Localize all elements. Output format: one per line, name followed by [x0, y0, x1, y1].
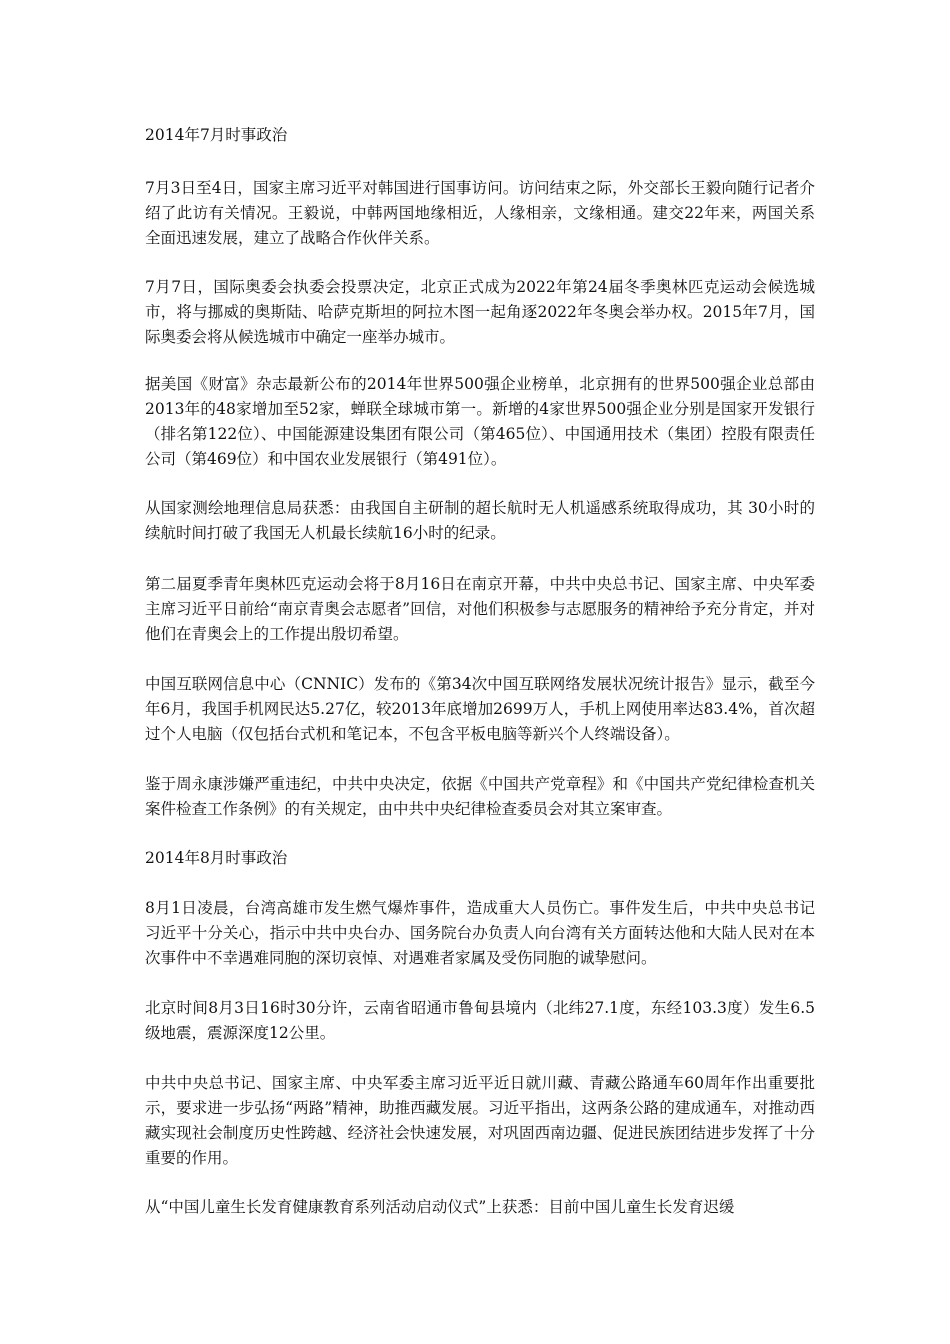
paragraph-youth-olympics: 第二届夏季青年奥林匹克运动会将于8月16日在南京开幕，中共中央总书记、国家主席、中央军委主席习近平日前给“南京青奥会志愿者”回信，对他们积极参与志愿服务的精神给予充分肯定，并对他们在青奥会上的工作提出殷切希望。 [145, 575, 815, 643]
paragraph-korea-visit: 7月3日至4日，国家主席习近平对韩国进行国事访问。访问结束之际，外交部长王毅向随行记者介绍了此访有关情况。王毅说，中韩两国地缘相近，人缘相亲，文缘相通。建交22年来，两国关系全面迅速发展，建立了战略合作伙伴关系。 [145, 179, 815, 247]
paragraph-fortune-500: 据美国《财富》杂志最新公布的2014年世界500强企业榜单，北京拥有的世界500强企业总部由2013年的48家增加至52家，蝉联全球城市第一。新增的4家世界500强企业分别是国家开发银行（排名第122位）、中国能源建设集团有限公司（第465位）、中国通用技术（集团）控股有限责任公司（第469位）和中国农业发展银行（第491位）。 [145, 375, 815, 468]
paragraph-tibet-highways: 中共中央总书记、国家主席、中央军委主席习近平近日就川藏、青藏公路通车60周年作出重要批示，要求进一步弘扬“两路”精神，助推西藏发展。习近平指出，这两条公路的建成通车，对推动西藏实现社会制度历史性跨越、经济社会快速发展，对巩固西南边疆、促进民族团结进步发挥了十分重要的作用。 [145, 1074, 815, 1167]
paragraph-zhou-yongkang: 鉴于周永康涉嫌严重违纪，中共中央决定，依据《中国共产党章程》和《中国共产党纪律检查机关案件检查工作条例》的有关规定，由中共中央纪律检查委员会对其立案审查。 [145, 775, 815, 818]
paragraph-child-growth: 从“中国儿童生长发育健康教育系列活动启动仪式”上获悉：目前中国儿童生长发育迟缓 [145, 1198, 735, 1216]
paragraph-winter-olympics: 7月7日，国际奥委会执委会投票决定，北京正式成为2022年第24届冬季奥林匹克运动会候选城市，将与挪威的奥斯陆、哈萨克斯坦的阿拉木图一起角逐2022年冬奥会举办权。2015年7月，国际奥委会将从候选城市中确定一座举办城市。 [145, 278, 815, 346]
paragraph-ludian-earthquake: 北京时间8月3日16时30分许，云南省昭通市鲁甸县境内（北纬27.1度，东经103.3度）发生6.5级地震，震源深度12公里。 [145, 999, 815, 1042]
paragraph-drone-record: 从国家测绘地理信息局获悉：由我国自主研制的超长航时无人机遥感系统取得成功，其 30小时的续航时间打破了我国无人机最长续航16小时的纪录。 [145, 499, 815, 542]
section-heading-july: 2014年7月时事政治 [145, 126, 288, 144]
section-heading-august: 2014年8月时事政治 [145, 849, 288, 867]
paragraph-kaohsiung-explosion: 8月1日凌晨，台湾高雄市发生燃气爆炸事件，造成重大人员伤亡。事件发生后，中共中央总书记习近平十分关心，指示中共中央台办、国务院台办负责人向台湾有关方面转达他和大陆人民对在本次事件中不幸遇难同胞的深切哀悼、对遇难者家属及受伤同胞的诚挚慰问。 [145, 899, 815, 967]
paragraph-cnnic-report: 中国互联网信息中心（CNNIC）发布的《第34次中国互联网络发展状况统计报告》显示，截至今年6月，我国手机网民达5.27亿，较2013年底增加2699万人，手机上网使用率达83.4%，首次超过个人电脑（仅包括台式机和笔记本，不包含平板电脑等新兴个人终端设备）。 [145, 675, 815, 743]
